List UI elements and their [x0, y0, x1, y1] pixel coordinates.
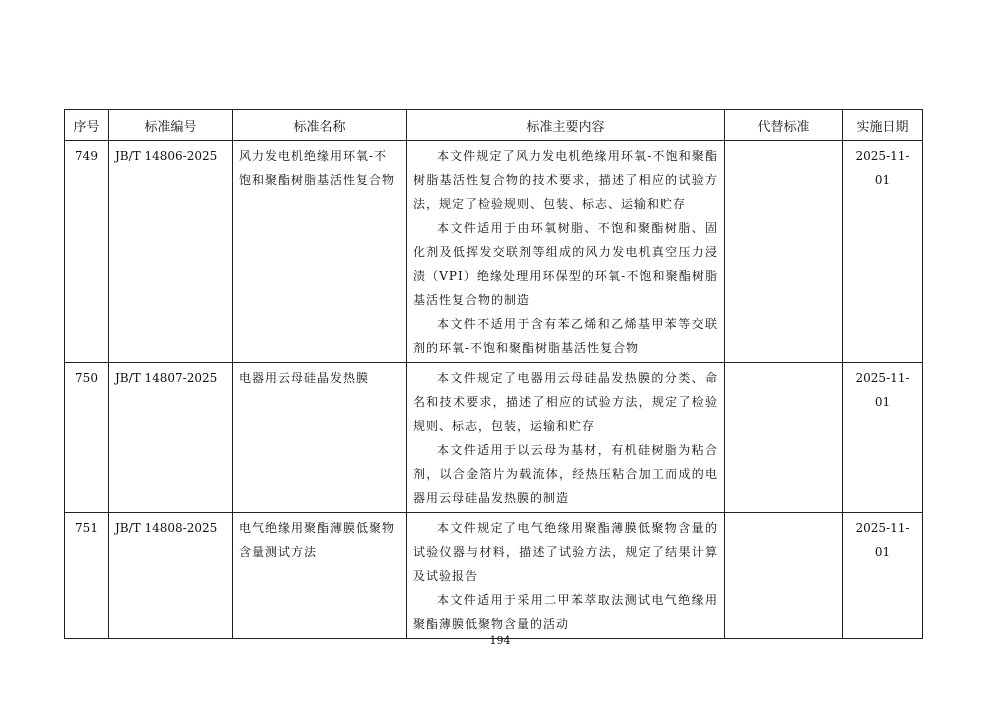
row-standard-name: 电器用云母硅晶发热膜: [233, 363, 407, 513]
header-implementation-date: 实施日期: [843, 110, 923, 141]
header-replaced-standard: 代替标准: [725, 110, 843, 141]
row-replaced-standard: [725, 513, 843, 639]
table-row: [65, 141, 923, 363]
row-standard-name: 风力发电机绝缘用环氧-不饱和聚酯树脂基活性复合物: [233, 141, 407, 363]
header-main-content: 标准主要内容: [407, 110, 725, 141]
row-standard-code: JB/T 14806-2025: [109, 141, 233, 363]
page-number: 194: [489, 634, 511, 647]
content-paragraph: 本文件不适用于含有苯乙烯和乙烯基甲苯等交联剂的环氧-不饱和聚酯树脂基活性复合物: [413, 317, 718, 355]
row-implementation-date: 2025-11-01: [843, 513, 923, 639]
row-implementation-date: 2025-11-01: [843, 363, 923, 513]
header-standard-code: 标准编号: [109, 110, 233, 141]
content-paragraph: 本文件规定了电器用云母硅晶发热膜的分类、命名和技术要求，描述了相应的试验方法，规定了检验规则、标志，包装，运输和贮存: [413, 371, 718, 433]
header-standard-name: 标准名称: [233, 110, 407, 141]
table-row: [65, 363, 923, 513]
table-header-row: [65, 110, 923, 141]
content-paragraph: 本文件适用于由环氧树脂、不饱和聚酯树脂、固化剂及低挥发交联剂等组成的风力发电机真空压力浸渍（VPI）绝缘处理用环保型的环氧-不饱和聚酯树脂基活性复合物的制造: [413, 221, 718, 307]
row-main-content: [407, 141, 725, 363]
row-replaced-standard: [725, 141, 843, 363]
standards-table: [64, 109, 923, 639]
table-row: [65, 513, 923, 639]
content-paragraph: 本文件适用于以云母为基材，有机硅树脂为粘合剂，以合金箔片为载流体，经热压粘合加工而成的电器用云母硅晶发热膜的制造: [413, 443, 718, 505]
row-replaced-standard: [725, 363, 843, 513]
row-implementation-date: 2025-11-01: [843, 141, 923, 363]
row-main-content: [407, 513, 725, 639]
row-standard-code: JB/T 14807-2025: [109, 363, 233, 513]
row-seq: 749: [65, 141, 109, 363]
header-seq: 序号: [65, 110, 109, 141]
row-standard-name: 电气绝缘用聚酯薄膜低聚物含量测试方法: [233, 513, 407, 639]
row-standard-code: JB/T 14808-2025: [109, 513, 233, 639]
row-main-content: [407, 363, 725, 513]
content-paragraph: 本文件适用于采用二甲苯萃取法测试电气绝缘用聚酯薄膜低聚物含量的活动: [413, 593, 718, 631]
row-seq: 751: [65, 513, 109, 639]
content-paragraph: 本文件规定了风力发电机绝缘用环氧-不饱和聚酯树脂基活性复合物的技术要求，描述了相应的试验方法，规定了检验规则、包装、标志、运输和贮存: [413, 149, 718, 211]
row-seq: 750: [65, 363, 109, 513]
content-paragraph: 本文件规定了电气绝缘用聚酯薄膜低聚物含量的试验仪器与材料，描述了试验方法，规定了结果计算及试验报告: [413, 521, 718, 583]
